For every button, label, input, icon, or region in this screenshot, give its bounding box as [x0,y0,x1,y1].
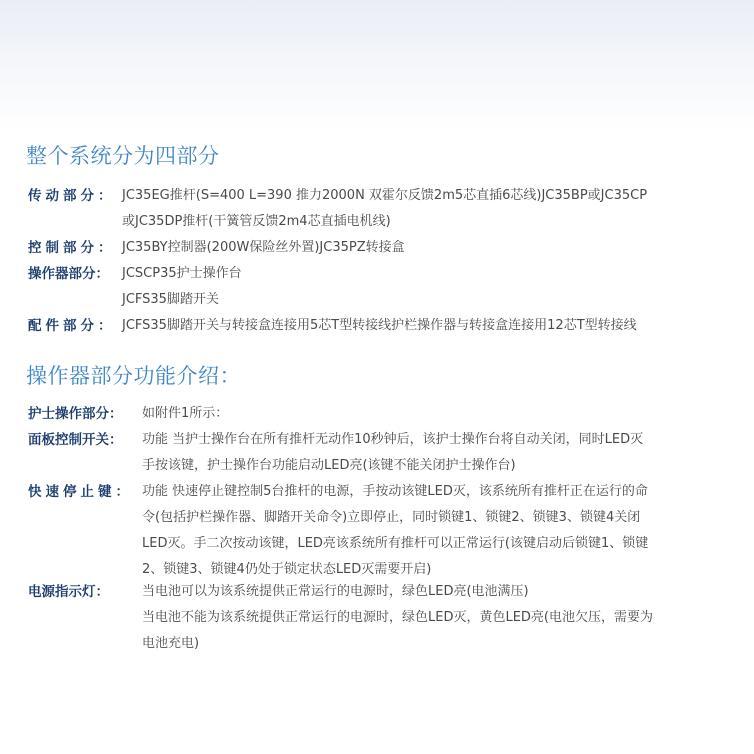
spec-text-line: JC35EG推杆(S=400 L=390 推力2000N 双霍尔反馈2m5芯直插6芯线)JC35BP或JC35CP [122,188,648,203]
function-text-line: 功能 当护士操作台在所有推杆无动作10秒钟后，该护士操作台将自动关闭，同时LED灭 [142,432,644,447]
spec-text-line: JC35BY控制器(200W保险丝外置)JC35PZ转接盒 [122,240,405,255]
spec-text-line: JCFS35脚踏开关与转接盒连接用5芯T型转接线护栏操作器与转接盒连接用12芯T型转接线 [122,318,637,333]
function-text-line: 2、锁键3、锁键4仍处于锁定状态LED灭需要开启) [142,562,432,577]
function-label-power-indicator: 电源指示灯： [28,584,109,600]
section-heading-system-parts: 整个系统分为四部分 [26,144,220,168]
spec-text-line: 或JC35DP推杆(干簧管反馈2m4芯直插电机线) [122,214,391,229]
function-text-line: 手按该键，护士操作台功能启动LED亮(该键不能关闭护士操作台) [142,458,516,473]
spec-text-line: JCFS35脚踏开关 [122,292,219,307]
function-text-line: 电池充电) [142,636,200,651]
spec-label-operator: 操作器部分： [28,266,109,282]
spec-label-accessories: 配件部分： [28,318,116,334]
function-text-line: 如附件1所示： [142,406,229,421]
function-text-line: 功能 快速停止键控制5台推杆的电源，手按动该键LED灭，该系统所有推杆正在运行的命 [142,484,648,499]
function-label-nurse-operation: 护士操作部分： [28,406,123,422]
function-label-quick-stop: 快速停止键： [28,484,133,500]
header-gradient-band [0,0,754,130]
function-text-line: 当电池不能为该系统提供正常运行的电源时，绿色LED灭，黄色LED亮(电池欠压，需要为 [142,610,654,625]
section-heading-operator-functions: 操作器部分功能介绍： [26,364,241,388]
spec-label-control: 控制部分： [28,240,116,256]
spec-text-line: JCSCP35护士操作台 [122,266,242,281]
function-text-line: 当电池可以为该系统提供正常运行的电源时，绿色LED亮(电池满压) [142,584,529,599]
function-label-panel-switch: 面板控制开关： [28,432,123,448]
spec-label-drive: 传动部分： [28,188,116,204]
function-text-line: 令(包括护栏操作器、脚踏开关命令)立即停止，同时锁键1、锁键2、锁键3、锁键4关闭 [142,510,641,525]
function-text-line: LED灭。手二次按动该键，LED亮该系统所有推杆可以正常运行(该键启动后锁键1、锁键 [142,536,649,551]
